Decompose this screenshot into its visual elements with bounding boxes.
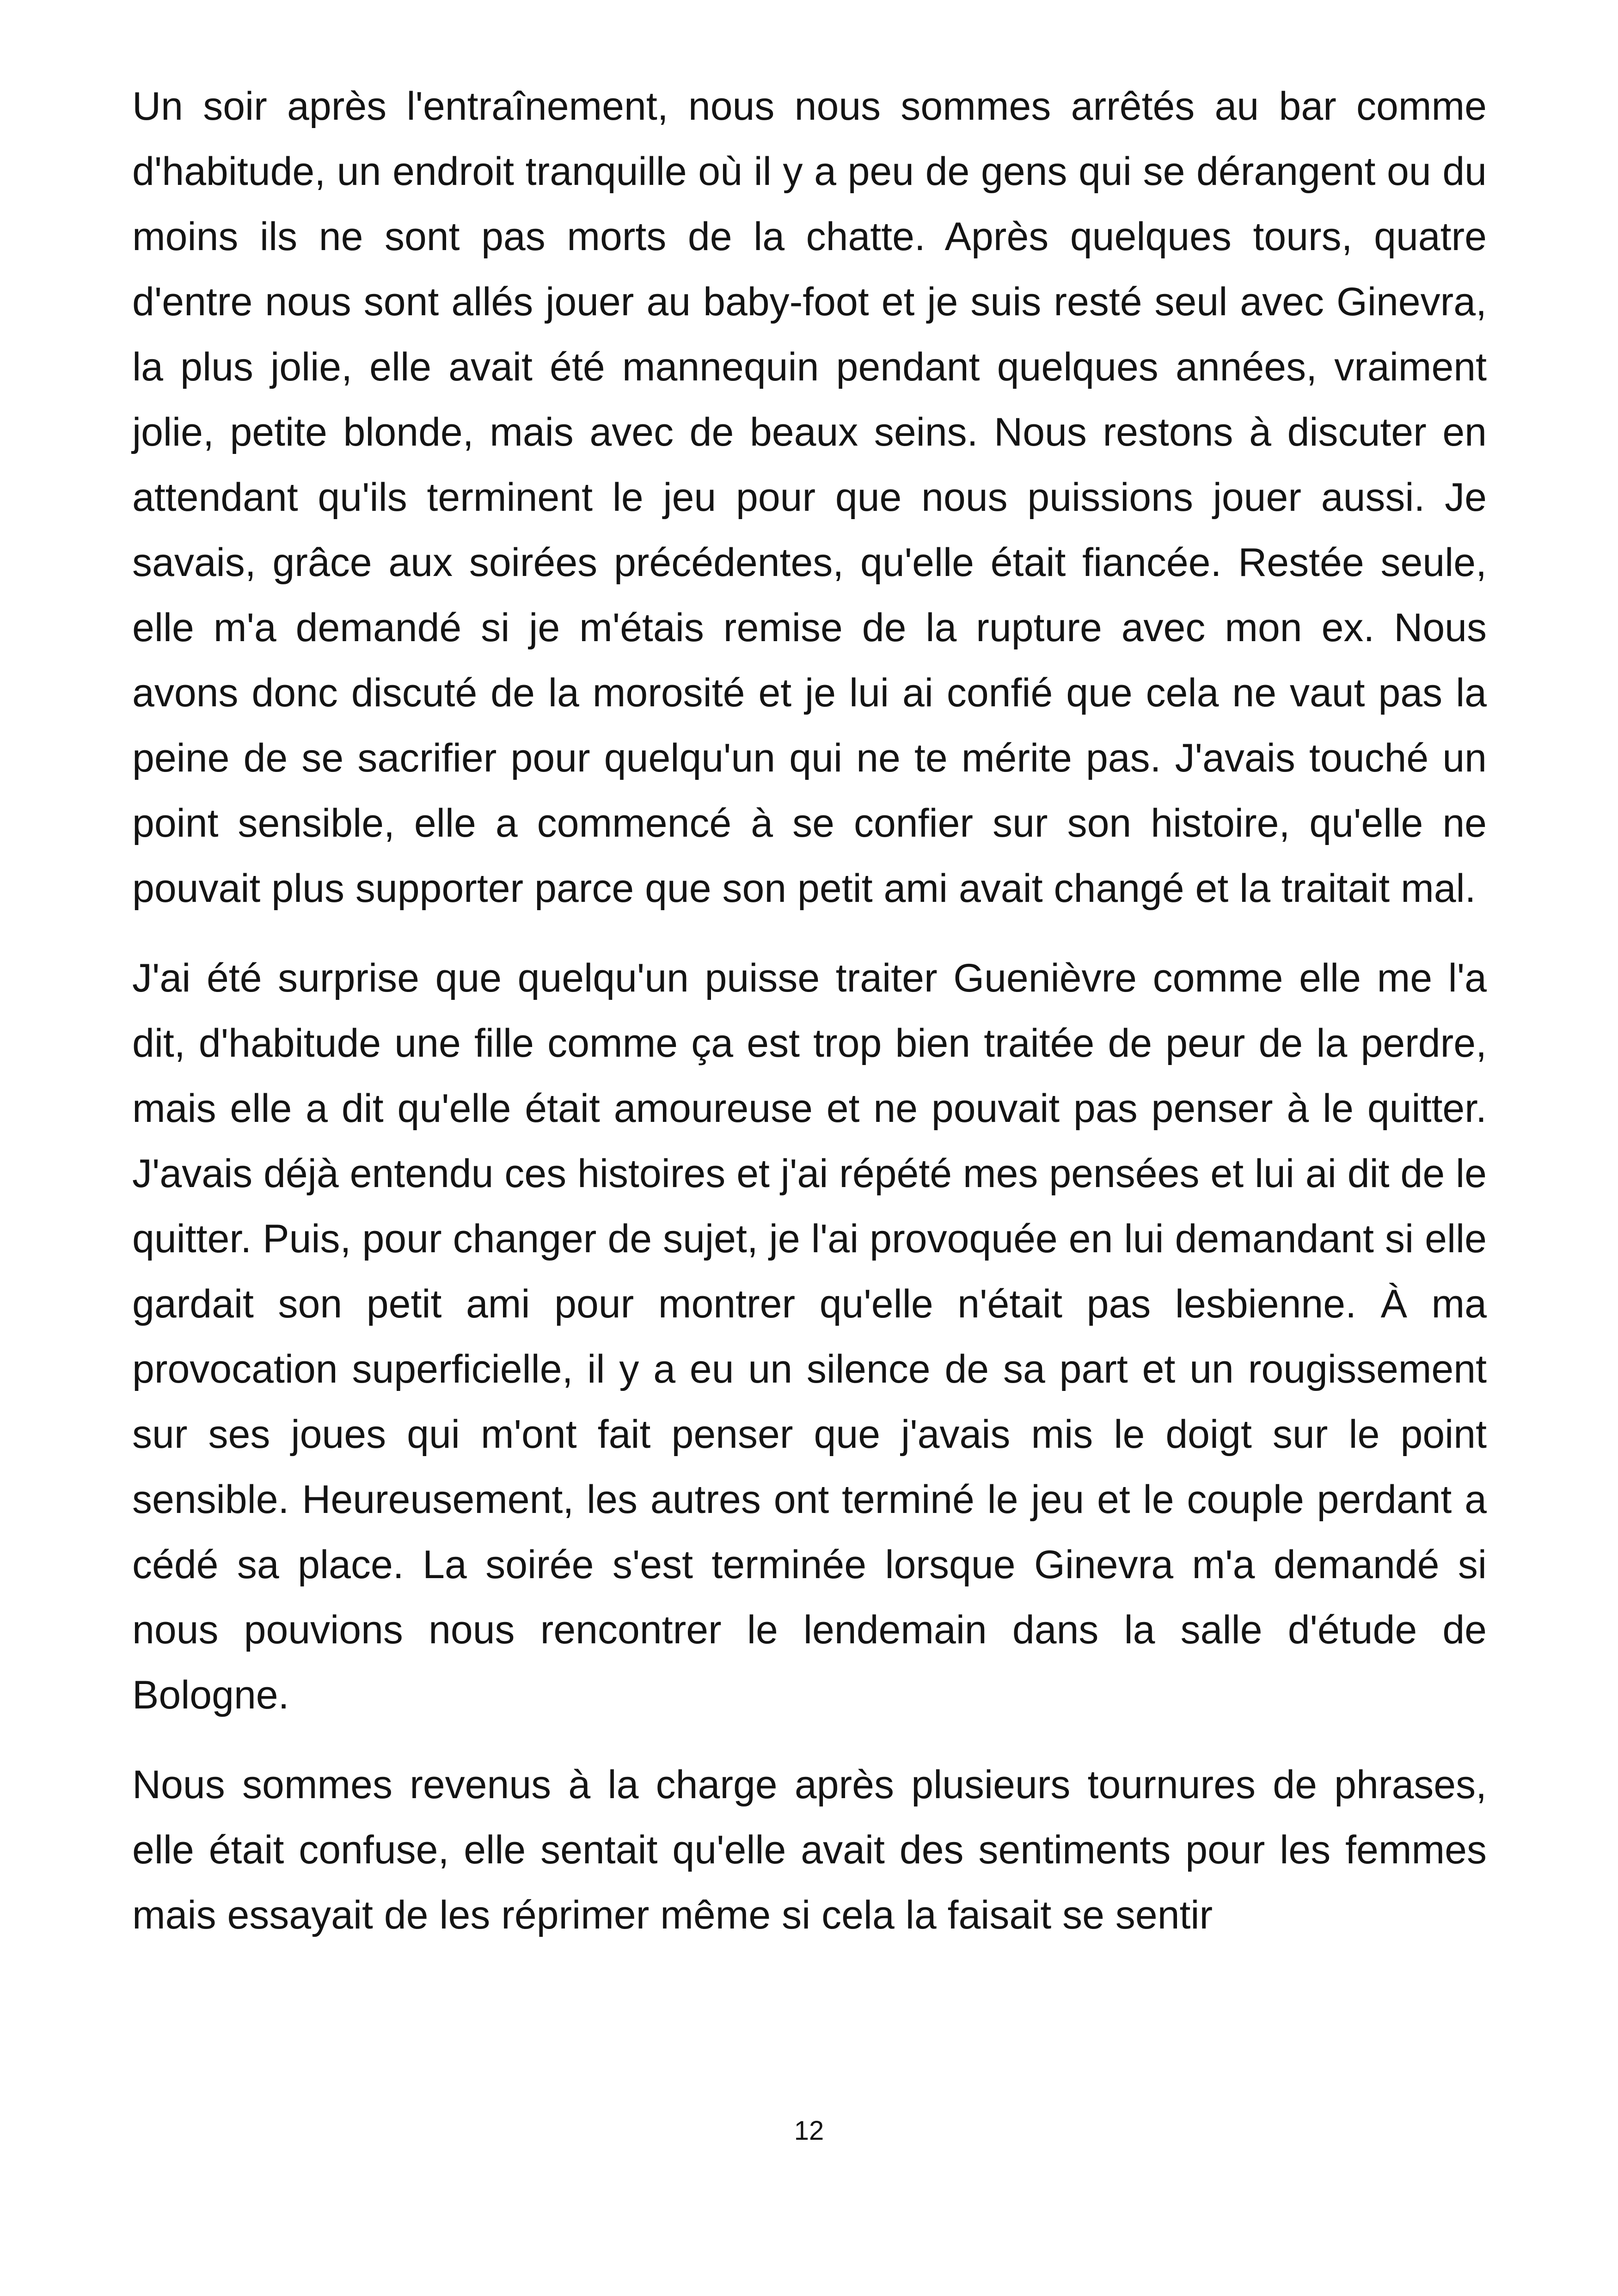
paragraph-1: Un soir après l'entraînement, nous nous sommes arrêtés au bar comme d'habitude, un endroit tranquille où il y a peu de gens qui se dérangent ou du moins ils ne sont pas morts de la chatte. Après quelques tours, quatre d'entre nous sont allés jouer au baby-foot et je suis resté seul avec Ginevra, la plus jolie, elle avait été mannequin pendant quelques années, vraiment jolie, petite blonde, mais avec de beaux seins. Nous restons à discuter en attendant qu'ils terminent le jeu pour que nous puissions jouer aussi. Je savais, grâce aux soirées précédentes, qu'elle était fiancée. Restée seule, elle m'a demandé si je m'étais remise de la rupture avec mon ex. Nous avons donc discuté de la morosité et je lui ai confié que cela ne vaut pas la peine de se sacrifier pour quelqu'un qui ne te mérite pas. J'avais touché un point sensible, elle a commencé à se confier sur son histoire, qu'elle ne pouvait plus supporter parce que son petit ami avait changé et la traitait mal. [132,84,1487,911]
page-number: 12 [794,2116,824,2146]
body-text [132,74,1487,1972]
paragraph-2: J'ai été surprise que quelqu'un puisse traiter Guenièvre comme elle me l'a dit, d'habitude une fille comme ça est trop bien traitée de peur de la perdre, mais elle a dit qu'elle était amoureuse et ne pouvait pas penser à le quitter. J'avais déjà entendu ces histoires et j'ai répété mes pensées et lui ai dit de le quitter. Puis, pour changer de sujet, je l'ai provoquée en lui demandant si elle gardait son petit ami pour montrer qu'elle n'était pas lesbienne. À ma provocation superficielle, il y a eu un silence de sa part et un rougissement sur ses joues qui m'ont fait penser que j'avais mis le doigt sur le point sensible. Heureusement, les autres ont terminé le jeu et le couple perdant a cédé sa place. La soirée s'est terminée lorsque Ginevra m'a demandé si nous pouvions nous rencontrer le lendemain dans la salle d'étude de Bologne. [132,956,1487,1717]
paragraph-3: Nous sommes revenus à la charge après plusieurs tournures de phrases, elle était confuse, elle sentait qu'elle avait des sentiments pour les femmes mais essayait de les réprimer même si cela la faisait se sentir [132,1763,1487,1937]
